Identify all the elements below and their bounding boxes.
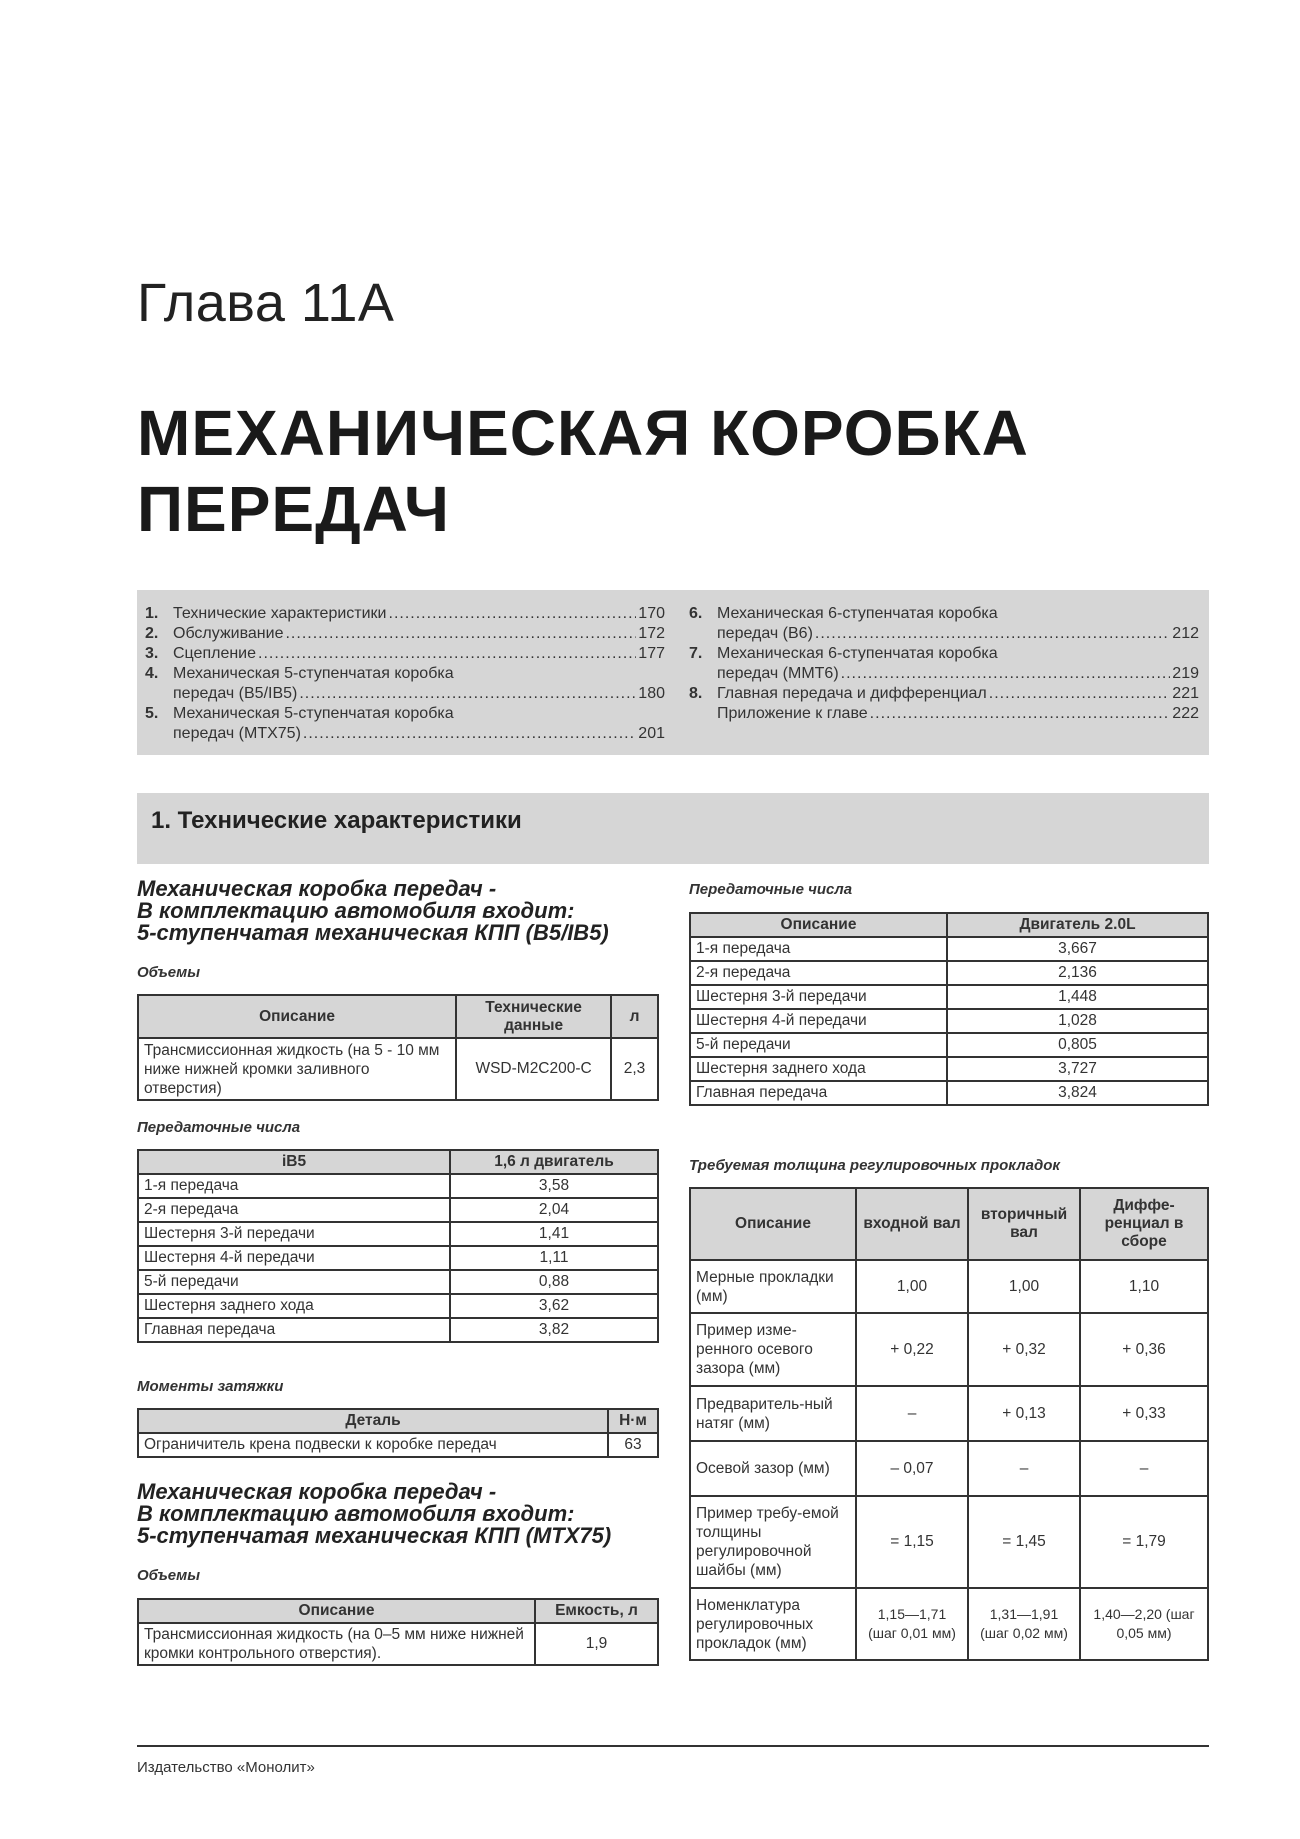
col-header: Деталь — [138, 1409, 608, 1433]
title-line-1: МЕХАНИЧЕСКАЯ КОРОБКА — [137, 397, 1029, 469]
heading-line: 5-ступенчатая механическая КПП (MTX75) — [137, 1523, 612, 1548]
col-header: 1,6 л двигатель — [450, 1150, 658, 1174]
table-row — [690, 1441, 1208, 1496]
cell: 1,448 — [947, 985, 1208, 1009]
cell: – 0,07 — [856, 1441, 968, 1496]
cell: Номенклатура регулировочных прокладок (мм) — [690, 1588, 856, 1660]
cell: 3,58 — [450, 1174, 658, 1198]
volumes-label: Объемы — [137, 964, 201, 981]
toc-num: 8. — [689, 685, 703, 702]
table-row — [690, 1033, 1208, 1057]
cell: 2,136 — [947, 961, 1208, 985]
cell: Шестерня заднего хода — [690, 1057, 947, 1081]
toc-label: Механическая 5-ступенчатая коробка — [173, 705, 454, 722]
toc-page: 212 — [1172, 625, 1199, 642]
table-row — [690, 1386, 1208, 1441]
publisher-footer: Издательство «Монолит» — [137, 1759, 315, 1776]
cell: Шестерня 4-й передачи — [690, 1009, 947, 1033]
toc-label: Приложение к главе — [717, 705, 868, 722]
cell: 1,9 — [535, 1623, 658, 1665]
cell: 1-я передача — [690, 937, 947, 961]
heading-line: 5-ступенчатая механическая КПП (B5/IB5) — [137, 920, 609, 945]
toc-label: Технические характеристики — [173, 605, 387, 622]
toc-label: передач (MTX75) — [173, 725, 301, 742]
cell: 0,88 — [450, 1270, 658, 1294]
left-heading-2 — [137, 1481, 611, 1547]
cell: Трансмиссионная жидкость (на 0–5 мм ниже нижней кромки контрольного отверстия). — [138, 1623, 535, 1665]
cell: 1,40—2,20 (шаг 0,05 мм) — [1080, 1588, 1208, 1660]
cell: + 0,33 — [1080, 1386, 1208, 1441]
toc-page: 219 — [1172, 665, 1199, 682]
cell: 1,10 — [1080, 1260, 1208, 1313]
cell: Ограничитель крена подвески к коробке передач — [138, 1433, 608, 1457]
col-header: Технические данные — [456, 995, 611, 1038]
cell: 1,41 — [450, 1222, 658, 1246]
cell: WSD-M2C200-C — [456, 1038, 611, 1100]
right-ratios-table — [689, 912, 1209, 1106]
table-row — [138, 1318, 658, 1342]
table-row — [690, 961, 1208, 985]
cell: 2,04 — [450, 1198, 658, 1222]
table-row — [138, 1270, 658, 1294]
cell: = 1,15 — [856, 1496, 968, 1588]
table-row — [690, 985, 1208, 1009]
cell: = 1,79 — [1080, 1496, 1208, 1588]
toc-entry[interactable] — [145, 604, 665, 624]
table-row — [690, 1496, 1208, 1588]
toc-entry[interactable] — [689, 704, 1199, 724]
torque-label: Моменты затяжки — [137, 1378, 284, 1395]
volumes-table — [137, 994, 659, 1101]
table-row — [690, 1260, 1208, 1313]
cell: + 0,36 — [1080, 1313, 1208, 1386]
toc-label: Сцепление — [173, 645, 257, 662]
toc-num: 5. — [145, 705, 159, 722]
table-row — [690, 1588, 1208, 1660]
cell: Предваритель-ный натяг (мм) — [690, 1386, 856, 1441]
toc-left-column — [145, 604, 665, 744]
cell: + 0,32 — [968, 1313, 1080, 1386]
title-line-2: ПЕРЕДАЧ — [137, 473, 450, 545]
col-header: iB5 — [138, 1150, 450, 1174]
col-header: Описание — [690, 913, 947, 937]
toc-label: Механическая 5-ступенчатая коробка — [173, 665, 454, 682]
toc-page: 180 — [638, 685, 665, 702]
cell: 2,3 — [611, 1038, 658, 1100]
table-row — [138, 1294, 658, 1318]
ratios-label: Передаточные числа — [137, 1119, 301, 1136]
shims-table — [689, 1187, 1209, 1661]
table-row — [690, 1313, 1208, 1386]
cell: – — [1080, 1441, 1208, 1496]
cell: 1,11 — [450, 1246, 658, 1270]
cell: 1,31—1,91 (шаг 0,02 мм) — [968, 1588, 1080, 1660]
cell: Мерные прокладки (мм) — [690, 1260, 856, 1313]
table-row — [690, 1057, 1208, 1081]
cell: = 1,45 — [968, 1496, 1080, 1588]
cell: + 0,22 — [856, 1313, 968, 1386]
cell: 5-й передачи — [690, 1033, 947, 1057]
col-header: входной вал — [856, 1188, 968, 1260]
cell: 2-я передача — [690, 961, 947, 985]
table-row — [138, 1038, 658, 1100]
col-header: л — [611, 995, 658, 1038]
toc-label: Обслуживание — [173, 625, 284, 642]
chapter-label: Глава 11А — [137, 273, 395, 333]
col-header: Емкость, л — [535, 1599, 658, 1623]
heading-line: Механическая коробка передач - — [137, 876, 497, 901]
toc-entry[interactable] — [689, 684, 1199, 704]
table-row — [138, 1246, 658, 1270]
toc-num: 4. — [145, 665, 159, 682]
toc-entry[interactable] — [145, 624, 665, 644]
cell: 3,82 — [450, 1318, 658, 1342]
toc-page: 221 — [1172, 685, 1199, 702]
toc-entry[interactable] — [145, 644, 665, 664]
cell: 1,00 — [856, 1260, 968, 1313]
toc-num: 2. — [145, 625, 159, 642]
heading-line: В комплектацию автомобиля входит: — [137, 898, 575, 923]
cell: 0,805 — [947, 1033, 1208, 1057]
toc-num: 7. — [689, 645, 703, 662]
cell: Пример изме-ренного осевого зазора (мм) — [690, 1313, 856, 1386]
toc-num: 1. — [145, 605, 159, 622]
col-header: Описание — [138, 995, 456, 1038]
right-ratios-label: Передаточные числа — [689, 881, 853, 898]
volumes2-table — [137, 1598, 659, 1666]
toc-entry-cont[interactable] — [689, 664, 1199, 684]
toc-label: Главная передача и дифференциал — [717, 685, 987, 702]
col-header: Двигатель 2.0L — [947, 913, 1208, 937]
toc-entry-cont[interactable] — [145, 724, 665, 744]
toc-label: Механическая 6-ступенчатая коробка — [717, 645, 998, 662]
cell: Пример требу-емой толщины регулировочной шайбы (мм) — [690, 1496, 856, 1588]
toc-label: Механическая 6-ступенчатая коробка — [717, 605, 998, 622]
toc-label: передач (MMT6) — [717, 665, 839, 682]
table-row — [138, 1174, 658, 1198]
volumes2-label: Объемы — [137, 1567, 201, 1584]
toc-entry[interactable] — [145, 704, 665, 724]
cell: 63 — [608, 1433, 658, 1457]
toc-page: 201 — [638, 725, 665, 742]
cell: Шестерня 4-й передачи — [138, 1246, 450, 1270]
toc-entry-cont[interactable] — [689, 624, 1199, 644]
table-row — [138, 1433, 658, 1457]
cell: 1,028 — [947, 1009, 1208, 1033]
table-row — [690, 1009, 1208, 1033]
cell: 1-я передача — [138, 1174, 450, 1198]
section-title: 1. Технические характеристики — [151, 807, 522, 834]
toc-label: передач (B5/IB5) — [173, 685, 298, 702]
cell: 3,727 — [947, 1057, 1208, 1081]
cell: – — [968, 1441, 1080, 1496]
torque-table — [137, 1408, 659, 1458]
section-header — [137, 793, 1209, 864]
col-header: Описание — [690, 1188, 856, 1260]
toc-page: 177 — [638, 645, 665, 662]
left-ratios-table — [137, 1149, 659, 1343]
heading-line: Механическая коробка передач - — [137, 1479, 497, 1504]
cell: Шестерня заднего хода — [138, 1294, 450, 1318]
heading-line: В комплектацию автомобиля входит: — [137, 1501, 575, 1526]
col-header: вторичный вал — [968, 1188, 1080, 1260]
toc-entry[interactable] — [145, 664, 665, 684]
cell: 1,15—1,71 (шаг 0,01 мм) — [856, 1588, 968, 1660]
cell: 3,824 — [947, 1081, 1208, 1105]
cell: Шестерня 3-й передачи — [138, 1222, 450, 1246]
cell: Главная передача — [690, 1081, 947, 1105]
toc-page: 170 — [638, 605, 665, 622]
left-heading-1 — [137, 878, 609, 944]
col-header: Н·м — [608, 1409, 658, 1433]
toc-entry-cont[interactable] — [145, 684, 665, 704]
table-row — [138, 1222, 658, 1246]
table-row — [138, 1623, 658, 1665]
toc-entry[interactable] — [689, 644, 1199, 664]
table-of-contents — [137, 590, 1209, 755]
cell: 2-я передача — [138, 1198, 450, 1222]
col-header: Диффе-ренциал в сборе — [1080, 1188, 1208, 1260]
table-row — [690, 1081, 1208, 1105]
cell: Осевой зазор (мм) — [690, 1441, 856, 1496]
cell: Главная передача — [138, 1318, 450, 1342]
cell: 5-й передачи — [138, 1270, 450, 1294]
cell: 3,667 — [947, 937, 1208, 961]
toc-label: передач (B6) — [717, 625, 813, 642]
cell: 3,62 — [450, 1294, 658, 1318]
cell: – — [856, 1386, 968, 1441]
chapter-title — [137, 395, 1029, 547]
toc-num: 3. — [145, 645, 159, 662]
toc-num: 6. — [689, 605, 703, 622]
cell: + 0,13 — [968, 1386, 1080, 1441]
toc-page: 172 — [638, 625, 665, 642]
cell: 1,00 — [968, 1260, 1080, 1313]
cell: Шестерня 3-й передачи — [690, 985, 947, 1009]
shims-label: Требуемая толщина регулировочных прокладок — [689, 1157, 1060, 1174]
col-header: Описание — [138, 1599, 535, 1623]
cell: Трансмиссионная жидкость (на 5 - 10 мм ниже нижней кромки заливного отверстия) — [138, 1038, 456, 1100]
table-row — [690, 937, 1208, 961]
footer-divider — [137, 1745, 1209, 1747]
toc-page: 222 — [1172, 705, 1199, 722]
toc-right-column — [689, 604, 1199, 724]
table-row — [138, 1198, 658, 1222]
toc-entry[interactable] — [689, 604, 1199, 624]
